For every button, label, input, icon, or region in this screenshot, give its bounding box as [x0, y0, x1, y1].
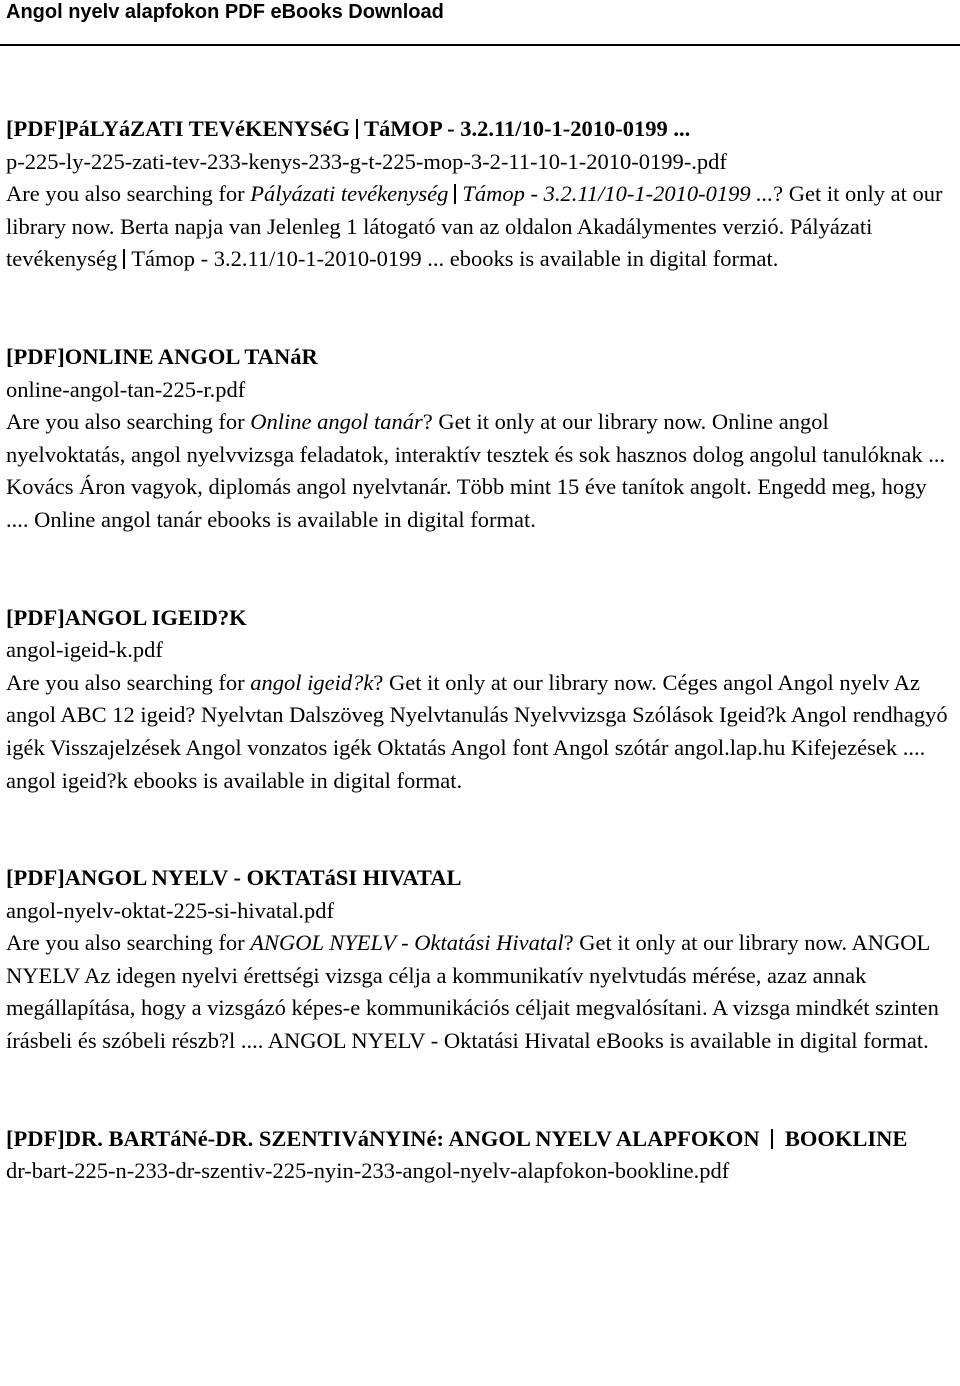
result-filename: dr-bart-225-n-233-dr-szentiv-225-nyin-233-angol-nyelv-alapfokon-bookline.pdf [6, 1158, 730, 1184]
result-filename: angol-nyelv-oktat-225-si-hivatal.pdf [6, 897, 335, 923]
search-term: Online angol tanár [250, 409, 423, 435]
result-filename: p-225-ly-225-zati-tev-233-kenys-233-g-t-225-mop-3-2-11-10-1-2010-0199-.pdf [6, 148, 727, 174]
page-title: Angol nyelv alapfokon PDF eBooks Download [6, 1, 444, 23]
result-description: Are you also searching for ANGOL NYELV - Oktatási Hivatal? Get it only at our library now. ANGOL NYELV Az idegen nyelvi érettségi vizsga célja a kommunikatív nyelvtudás mérése, azaz annak megállapítása, hogy a vizsgázó képes-e kommunikációs céljait megvalósítani. A vizsga mindkét szinten írásbeli és szóbeli részb?l .... ANGOL NYELV - Oktatási Hivatal eBooks is available in digital format. [6, 930, 939, 1054]
result-description: Are you also searching for Pályázati tevékenység Támop - 3.2.11/10-1-2010-0199 ...? Get it only at our library now. Berta napja van Jelenleg 1 látogató van az oldalon Akadálymentes verzió. Pályázati tevékenység Támop - 3.2.11/10-1-2010-0199 ... ebooks is available in digital format. [6, 181, 943, 272]
result-entry [6, 862, 952, 1058]
result-title[interactable]: [PDF]ANGOL NYELV - OKTATáSI HIVATAL [6, 865, 462, 891]
search-term: angol igeid?k [250, 669, 374, 695]
separator-bar [454, 184, 456, 204]
separator-bar [123, 249, 125, 269]
results-list [6, 113, 952, 1253]
result-entry [6, 113, 952, 276]
separator-bar [356, 119, 358, 139]
result-filename: online-angol-tan-225-r.pdf [6, 376, 246, 402]
result-entry [6, 341, 952, 537]
result-title[interactable]: [PDF]DR. BARTáNé-DR. SZENTIVáNYINé: ANGOL NYELV ALAPFOKON BOOKLINE [6, 1125, 908, 1151]
result-entry [6, 1123, 952, 1188]
result-filename: angol-igeid-k.pdf [6, 637, 163, 663]
result-description: Are you also searching for Online angol tanár? Get it only at our library now. Online angol nyelvoktatás, angol nyelvvizsga feladatok, interaktív tesztek és sok hasznos dolog angolul tanulóknak ... Kovács Áron vagyok, diplomás angol nyelvtanár. Több mint 15 éve tanítok angolt. Engedd meg, hogy .... Online angol tanár ebooks is available in digital format. [6, 409, 946, 532]
page-header [0, 0, 960, 48]
result-title[interactable]: [PDF]ANGOL IGEID?K [6, 604, 247, 630]
result-title[interactable]: [PDF]PáLYáZATI TEVéKENYSéG TáMOP - 3.2.11/10-1-2010-0199 ... [6, 116, 691, 141]
result-description: Are you also searching for angol igeid?k? Get it only at our library now. Céges angol Angol nyelv Az angol ABC 12 igeid? Nyelvtan Dalszöveg Nyelvtanulás Nyelvvizsga Szólások Igeid?k Angol rendhagyó igék Visszajelzések Angol vonzatos igék Oktatás Angol font Angol szótár angol.lap.hu Kifejezések .... angol igeid?k ebooks is available in digital format. [6, 669, 948, 793]
search-term: Pályázati tevékenység Támop - 3.2.11/10-1-2010-0199 ... [250, 181, 774, 207]
separator-bar [771, 1129, 773, 1149]
result-title[interactable]: [PDF]ONLINE ANGOL TANáR [6, 343, 318, 369]
search-term: ANGOL NYELV - Oktatási Hivatal [250, 930, 564, 956]
result-entry [6, 602, 952, 798]
header-divider [0, 44, 960, 46]
